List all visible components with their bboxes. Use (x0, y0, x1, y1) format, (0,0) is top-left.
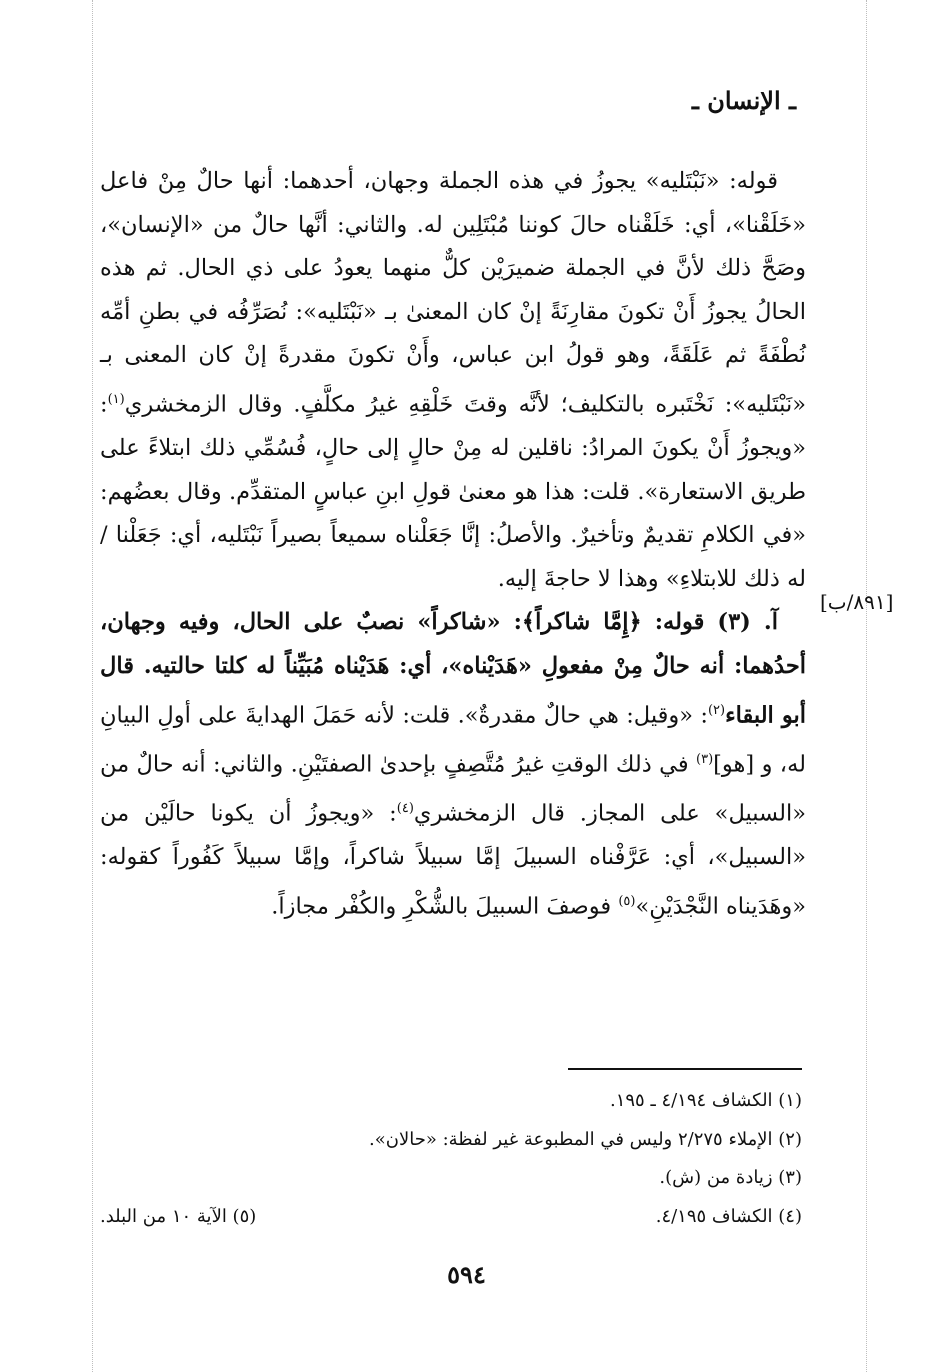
footnote-ref-3: (٣) (696, 751, 714, 767)
paragraph-1: قوله: «نَبْتَليه» يجوزُ في هذه الجملة وجهان، أحدهما: أنها حالٌ مِنْ فاعل «خَلَقْنا»، أي: خَلَقْناه حالَ كوننا مُبْتَلِين له. والثاني: أنَّها حالٌ من «الإنسان»، وصَحَّ ذلك لأنَّ في الجملة ضميرَيْن كلٌّ منهما يعودُ على ذي الحال. ثم هذه الحالُ يجوزُ أَنْ تكونَ مقارِنَةً إنْ كان المعنىٰ بـ «نَبْتَليه»: نُصَرِّفُه في بطنِ أمِّه نُطْفَةً ثم عَلَقَةً، وهو قولُ ابن عباس، وأَنْ تكونَ مقدرةً إنْ كان المعنى بـ «نَبْتَليه»: نَخْتَبره بالتكليف؛ لأنَّه وقتَ خَلْقِهِ غيرُ مكلَّفٍ. وقال الزمخشري$^{(١)}$: «ويجوزُ أَنْ يكونَ المرادُ: ناقلين له مِنْ حالٍ إلى حالٍ، فُسُمِّي ذلك ابتلاءً على طريق الاستعارة». قلت: هذا هو معنىٰ قولِ ابنِ عباسٍ المتقدِّم. وقال بعضُهم: «في الكلامِ تقديمٌ وتأخيرٌ. والأصلُ: إنَّا جَعَلْناه سميعاً بصيراً نَبْتَليه، أي: جَعَلْنا / له ذلك للابتلاءِ» وهذا لا حاجةَ إليه. (100, 168, 806, 592)
footnotes (100, 1082, 802, 1236)
footnote-ref-5: (٥) (618, 893, 636, 909)
footnote-2: (٢) الإملاء ٢/٢٧٥ وليس في المطبوعة غير لفظة: «حالان». (369, 1128, 802, 1150)
left-dotted-rule (92, 0, 93, 1372)
footnote-ref-4: (٤) (396, 800, 414, 816)
footnote-5: (٥) الآية ١٠ من البلد. (100, 1205, 257, 1227)
main-text (100, 160, 806, 929)
footnote-1: (١) الكشاف ٤/١٩٤ ـ ١٩٥. (609, 1090, 802, 1111)
paragraph-2: آ. (٣) قوله: ﴿إِمَّا شاكراً﴾: «شاكراً» نصبٌ على الحال، وفيه وجهان، أحدُهما: أنه حالٌ مِنْ مفعولِ «هَدَيْناه»، أي: هَدَيْناه مُبَيِّناً له كلتا حالتيه. قال أبو البقاء$^{(٢)}$: «وقيل: هي حالٌ مقدرةٌ». قلت: لأنه حَمَلَ الهدايةَ على أولِ البيانِ له، و [هو]$^{(٣)}$ في ذلك الوقتِ غيرُ مُتَّصِفٍ بإحدىٰ الصفتَيْنِ. والثاني: أنه حالٌ من «السبيل» على المجاز. قال الزمخشري$^{(٤)}$: «ويجوزُ أن يكونا حالَيْن من «السبيل»، أي: عَرَّفْناه السبيلَ إمَّا سبيلاً شاكراً، وإمَّا سبيلاً كَفُوراً كقوله: «وهَدَيناه النَّجْدَيْنِ»$^{(٥)}$ فوصفَ السبيلَ بالشُّكْرِ والكُفْر مجازاً. (100, 609, 807, 919)
running-header: ـ الإنسان ـ (691, 86, 796, 115)
footnote-separator (568, 1068, 802, 1070)
right-dotted-rule (866, 0, 867, 1372)
footnote-ref-1: (١) (107, 391, 125, 407)
footnote-ref-2: (٢) (707, 702, 726, 718)
manuscript-folio-marker: [٨٩١/ب] (820, 590, 894, 614)
page-number: ٥٩٤ (447, 1260, 486, 1289)
footnote-row-4-5 (100, 1198, 802, 1237)
footnote-3: (٣) زيادة من (ش). (659, 1167, 802, 1188)
footnote-4: (٤) الكشاف ٤/١٩٥. (655, 1205, 802, 1227)
